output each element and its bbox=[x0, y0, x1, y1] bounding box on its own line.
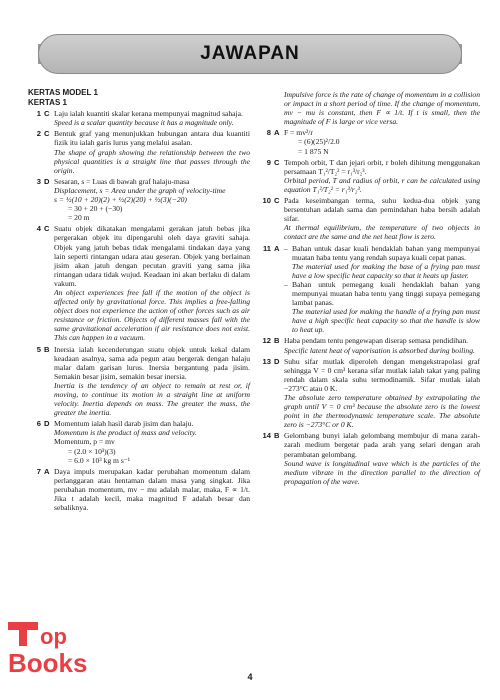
question-2 bbox=[28, 129, 250, 174]
right-column bbox=[258, 88, 480, 486]
answer-text: Daya impuls merupakan kadar perubahan momentum dalam perlanggaran atau hentaman dalam masa yang singkat. Jika perubahan momentum, mv − mu adalah malar, maka, F ∝ 1/t. Jika t adalah kecil, maka magnitud F adalah besar dan sebaliknya. bbox=[54, 466, 250, 513]
answer-text-english: Speed is a scalar quantity because it has a magnitude only. bbox=[54, 118, 234, 128]
question-3 bbox=[28, 177, 250, 222]
answer-letter: D bbox=[44, 419, 50, 429]
equation-line: F = mv²/r bbox=[284, 128, 313, 138]
answer-text-english: Orbital period, T and radius of orbit, r can be calculated using equation T₁²/T₂² = r₁³/r₂³. bbox=[284, 175, 480, 194]
question-number: 13 bbox=[262, 356, 271, 366]
question-13 bbox=[258, 357, 480, 430]
question-number: 7 bbox=[36, 466, 41, 476]
question-number: 3 bbox=[36, 176, 41, 186]
answer-text: Bahan untuk pemegang kuali hendaklah bahan yang mempunyai muatan haba tentu yang tinggi supaya pemegang lambat panas. bbox=[292, 279, 480, 308]
question-number: 10 bbox=[262, 196, 271, 206]
answer-text: Suhu sifar mutlak diperoleh dengan mengekstrapolasi graf sehingga V = 0 cm³ kerana sifar mutlak ialah takat yang paling rendah dalam skala suhu termodinamik. Sifar mutlak ialah −273°C atau 0 K. bbox=[284, 356, 480, 393]
answer-text: Momentum ialah hasil darab jisim dan halaju. bbox=[54, 419, 194, 429]
answer-text: Inersia ialah kecenderungan suatu objek untuk kekal dalam keadaan asalnya, sama ada pegun atau bergerak dengan halaju malar dalam garisan lurus. Inersia bergantung pada jisim. Semakin besar jisim, semakin besar inersia. bbox=[54, 344, 250, 381]
answer-text: Bahan untuk dasar kuali hendaklah bahan yang mempunyai muatan haba tentu yang rendah supaya kuali cepat panas. bbox=[292, 243, 480, 262]
answer-text-english: Specific latent heat of vaporisation is absorbed during boiling. bbox=[284, 345, 475, 355]
paper-title: KERTAS MODEL 1 bbox=[28, 88, 98, 97]
bullet-item: – Bahan untuk pemegang kuali hendaklah bahan yang mempunyai muatan haba tentu yang tinggi supaya pemegang lambat panas. The material used for making the handle of a frying pan must have a high specific heat capacity so that the handle is slow to heat up. bbox=[284, 279, 480, 335]
answer-text: Pada keseimbangan terma, suhu kedua-dua objek yang bersentuhan adalah sama dan pemindahan haba bersih adalah sifar. bbox=[284, 196, 480, 224]
equation-line: = 1 875 N bbox=[298, 146, 329, 156]
equation-line: = (6)(25)²/2.0 bbox=[298, 137, 340, 147]
answer-letter: B bbox=[274, 336, 280, 346]
svg-text:Books: Books bbox=[8, 648, 88, 674]
answer-text: Sesaran, s = Luas di bawah graf halaju-masa bbox=[54, 176, 190, 186]
answer-letter: C bbox=[44, 224, 50, 234]
answer-text-english: At thermal equilibrium, the temperature of two objects in contact are the same and the net heat flow is zero. bbox=[284, 223, 480, 242]
answer-text-english: An object experiences free fall if the motion of the object is affected only by gravitational force. This implies a free-falling object does not experience the action of other forces such as air resistance or friction. Objects of different masses fall with the same gravitational acceleration if air resistance does not exist. This can happen in a vacuum. bbox=[54, 287, 250, 343]
answer-letter: A bbox=[274, 128, 280, 138]
header-title: JAWAPAN bbox=[200, 43, 300, 64]
question-1 bbox=[28, 109, 250, 127]
answer-letter: C bbox=[44, 109, 50, 119]
question-number: 8 bbox=[266, 128, 271, 138]
question-8 bbox=[258, 128, 480, 155]
question-7 bbox=[28, 467, 250, 512]
equation-line: Momentum, p = mv bbox=[54, 437, 115, 447]
paper-subtitle: KERTAS 1 bbox=[28, 98, 67, 108]
answer-letter: A bbox=[44, 466, 50, 476]
question-12 bbox=[258, 336, 480, 354]
question-number: 2 bbox=[36, 129, 41, 139]
question-5 bbox=[28, 345, 250, 418]
question-14 bbox=[258, 431, 480, 486]
answer-letter: D bbox=[44, 176, 50, 186]
question-4 bbox=[28, 224, 250, 342]
page-number: 4 bbox=[247, 672, 253, 682]
answer-text: Bentuk graf yang menunjukkan hubungan antara dua kuantiti fizik itu ialah garis lurus yang melalui asalan. bbox=[54, 129, 250, 148]
answer-text: Gelombang bunyi ialah gelombang membujur di mana zarah-zarah medium bergetar pada arah yang selari dengan arah perambatan gelombang. bbox=[284, 431, 480, 459]
question-number: 5 bbox=[36, 344, 41, 354]
question-number: 9 bbox=[266, 157, 271, 167]
answer-text-english: The absolute zero temperature obtained by extrapolating the graph until V = 0 cm³ because the absolute zero is the lowest point in the thermodynamic temperature scale. The absolute zero is −273°C or 0 K. bbox=[284, 393, 480, 430]
equation-line: = 6.0 × 10³ kg m s⁻¹ bbox=[68, 455, 131, 465]
question-9 bbox=[258, 158, 480, 194]
answer-header bbox=[38, 34, 462, 74]
answer-text-english: Impulsive force is the rate of change of momentum in a collision or impact in a short period of time. If the change of momentum, mv − mu is constant, then F ∝ 1/t. If t is small, then the magnitude of F is large or vice versa. bbox=[284, 90, 480, 127]
answer-text: Suatu objek dikatakan mengalami gerakan jatuh bebas jika pergerakan objek itu dipengaruhi oleh daya graviti sahaja. Objek yang jatuh bebas tidak mengalami tindakan daya yang lain seperti rintangan udara atau geseran. Objek yang berlainan jisim akan jatuh dengan pecutan graviti yang sama jika rintangan udara tidak wujud. Keadaan ini akan berlaku di dalam vakum. bbox=[54, 224, 250, 288]
answer-text-english: Sound wave is longitudinal wave which is the particles of the medium vibrate in the direction parallel to the direction of propagation of the wave. bbox=[284, 458, 480, 486]
answer-letter: D bbox=[274, 356, 280, 366]
answer-letter: B bbox=[44, 344, 50, 354]
equation-line: s = ½(10 + 20)(2) + ½(2)(20) + ½(3)(−20) bbox=[54, 195, 187, 205]
question-6 bbox=[28, 419, 250, 464]
answer-text-english: The material used for making the handle of a frying pan must have a high specific heat capacity so that the handle is slow to heat up. bbox=[292, 307, 480, 335]
answer-text: Tempoh orbit, T dan jejari orbit, r boleh dihitung menggunakan persamaan T₁²/T₂² = r₁³/r₂³. bbox=[284, 157, 480, 176]
answer-text-english: Displacement, s = Area under the graph of velocity-time bbox=[54, 185, 226, 195]
answer-letter: C bbox=[274, 157, 280, 167]
question-7-continued bbox=[258, 90, 480, 126]
svg-text:op: op bbox=[40, 624, 67, 649]
bullet-item: – Bahan untuk dasar kuali hendaklah bahan yang mempunyai muatan haba tentu yang rendah supaya kuali cepat panas. The material used for making the base of a frying pan must have a low specific heat capacity so that it heats up faster. bbox=[284, 243, 480, 280]
question-number: 4 bbox=[36, 224, 41, 234]
question-number: 14 bbox=[262, 431, 271, 441]
question-number: 1 bbox=[36, 109, 41, 119]
answer-letter: B bbox=[274, 431, 280, 441]
answer-letter: C bbox=[274, 196, 280, 206]
answer-text-english: The material used for making the base of a frying pan must have a low specific heat capacity so that it heats up faster. bbox=[292, 261, 480, 280]
equation-line: = 30 + 20 + (−30) bbox=[68, 204, 123, 214]
equation-line: = (2.0 × 10³)(3) bbox=[68, 446, 116, 456]
answer-text-english: Inertia is the tendency of an object to remain at rest or, if moving, to continue its motion in a straight line at uniform velocity. Inertia depends on mass. The greater the mass, the greater the inertia. bbox=[54, 380, 250, 418]
answer-text-english: The shape of graph showing the relationship between the two physical quantities is a straight line that passes through the origin. bbox=[54, 147, 250, 175]
question-10 bbox=[258, 196, 480, 241]
left-column bbox=[28, 88, 250, 512]
answer-letter: C bbox=[44, 129, 50, 139]
answer-text: Haba pendam tentu pengewapan diserap semasa pendidihan. bbox=[284, 336, 469, 346]
answer-text: Laju ialah kuantiti skalar kerana mempunyai magnitud sahaja. bbox=[54, 109, 243, 119]
answer-text-english: Momentum is the product of mass and velocity. bbox=[54, 428, 197, 438]
topbooks-logo bbox=[2, 620, 120, 674]
question-number: 6 bbox=[36, 419, 41, 429]
question-number: 12 bbox=[262, 336, 271, 346]
question-number: 11 bbox=[262, 243, 271, 253]
equation-line: = 20 m bbox=[68, 213, 90, 223]
question-11 bbox=[258, 244, 480, 335]
answer-letter: A bbox=[274, 243, 280, 253]
header-pill bbox=[38, 34, 462, 74]
